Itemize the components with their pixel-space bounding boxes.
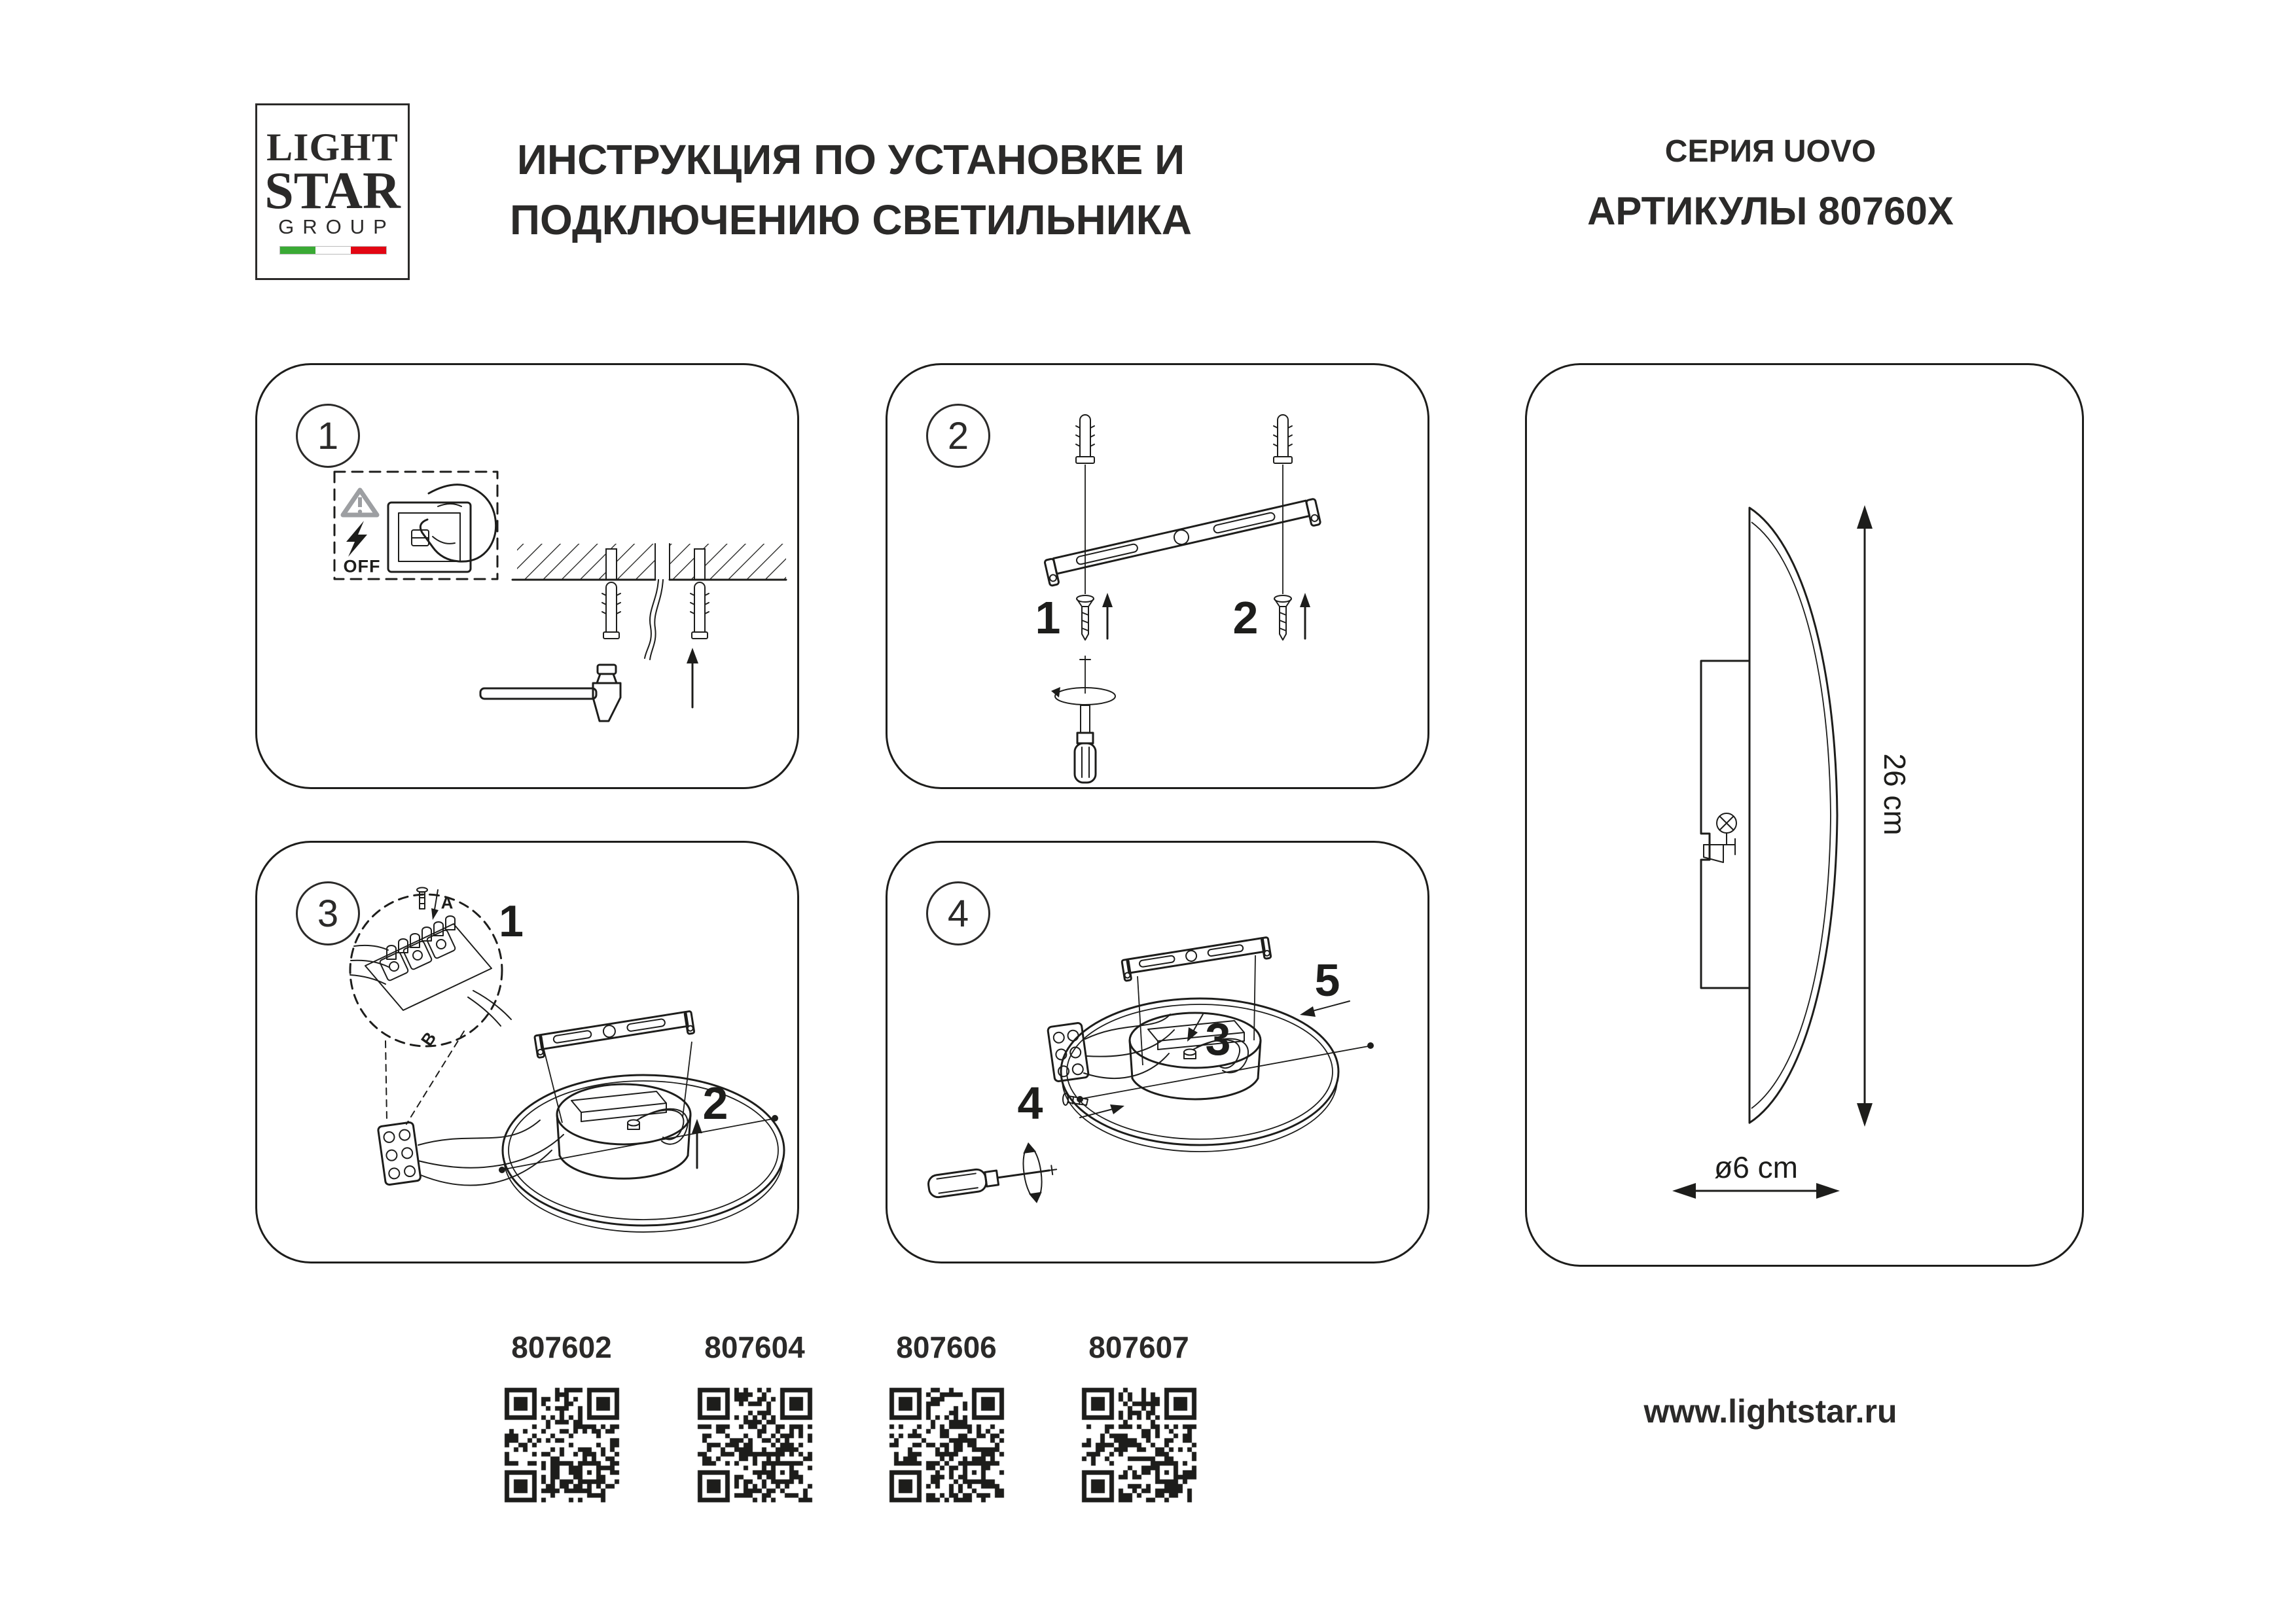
up-arrow-icon <box>1102 593 1113 639</box>
step-number-badge <box>296 881 360 945</box>
step-number-badge <box>926 881 990 945</box>
logo-light-text: LIGHT <box>266 126 399 169</box>
wire-a-label: A <box>440 892 454 913</box>
attach-shade-label: 5 <box>1314 955 1340 1006</box>
flag-white <box>315 247 351 254</box>
wall-switch-hand-illustration <box>388 485 496 572</box>
hammer-icon <box>480 665 620 721</box>
dimensions-panel <box>1525 363 2084 1267</box>
diameter-dimension-arrow <box>1672 1183 1840 1199</box>
screw1-label: 1 <box>1035 592 1061 643</box>
articles-series-code: АРТИКУЛЫ 80760X <box>1587 189 1954 233</box>
title-line-2: ПОДКЛЮЧЕНИЮ СВЕТИЛЬНИКА <box>510 196 1192 243</box>
screwdriver-icon <box>925 1139 1061 1218</box>
page-title <box>458 130 1244 250</box>
qr-code <box>501 1385 622 1506</box>
step-number-badge <box>296 404 360 468</box>
article-item <box>868 1330 1025 1509</box>
step4-number: 4 <box>947 892 969 935</box>
canopy-illustration <box>499 1075 784 1232</box>
height-dimension-arrow <box>1857 505 1873 1127</box>
mounting-bracket-illustration <box>1045 499 1321 586</box>
step2-number: 2 <box>947 414 969 457</box>
step1-number: 1 <box>317 414 339 457</box>
up-arrow-icon <box>1300 593 1310 639</box>
article-item <box>1060 1330 1217 1509</box>
article-item <box>676 1330 833 1509</box>
warning-triangle-icon <box>343 490 377 515</box>
flag-green <box>280 247 315 254</box>
cable-gland <box>628 1120 639 1130</box>
terminal-block-detail <box>350 916 511 1026</box>
step2-panel <box>886 363 1429 789</box>
step3-panel <box>255 841 799 1263</box>
wires <box>418 1120 564 1185</box>
mount-base-label: 2 <box>702 1078 728 1129</box>
screw2-label: 2 <box>1232 592 1259 643</box>
step3-number: 3 <box>317 892 339 935</box>
article-code: 807602 <box>511 1330 612 1364</box>
terminal-block-icon <box>378 1122 421 1186</box>
wires <box>1084 1014 1174 1078</box>
ceiling-illustration <box>512 544 786 660</box>
diameter-dimension-label: ø6 cm <box>1714 1150 1798 1184</box>
italian-flag-stripe <box>279 246 387 255</box>
logo-star-text: STAR <box>264 162 401 220</box>
height-dimension-label: 26 cm <box>1878 753 1912 836</box>
step-number-badge <box>926 404 990 468</box>
mount-box <box>1701 661 1749 988</box>
article-code: 807606 <box>896 1330 997 1364</box>
step1-panel <box>255 363 799 789</box>
up-arrow-icon <box>687 648 698 707</box>
logo-group-text: GROUP <box>278 215 395 238</box>
screwdriver-icon <box>1051 656 1115 783</box>
hanging-wire <box>645 580 663 660</box>
tuck-wires-label: 3 <box>1205 1014 1231 1065</box>
cable-gland <box>1184 1050 1196 1059</box>
series-header <box>1509 134 2032 231</box>
wall-plug-icon <box>602 582 620 639</box>
wall-plug-icon <box>691 582 709 639</box>
series-name: СЕРИЯ UOVO <box>1664 134 1876 169</box>
article-item <box>483 1330 640 1509</box>
step4-panel <box>886 841 1429 1263</box>
qr-code <box>886 1385 1007 1506</box>
lightstar-logo <box>255 103 410 280</box>
up-arrow-icon <box>692 1119 702 1168</box>
title-line-1: ИНСТРУКЦИЯ ПО УСТАНОВКЕ И <box>516 136 1185 183</box>
flag-red <box>351 247 386 254</box>
connect-wires-label: 1 <box>499 896 524 946</box>
mounting-bracket-illustration <box>1122 937 1271 981</box>
article-code: 807607 <box>1088 1330 1189 1364</box>
screw-icon <box>1274 595 1291 640</box>
terminal-screw-icon <box>417 888 439 921</box>
qr-code <box>1079 1385 1200 1506</box>
lightning-icon <box>346 521 367 557</box>
wire-b-label: B <box>416 1028 440 1050</box>
off-label: OFF <box>343 556 381 576</box>
screw-icon <box>1077 595 1094 640</box>
wiring-callout <box>350 888 511 1125</box>
wall-plug-icon <box>1076 415 1094 463</box>
terminal-block-icon <box>1047 1023 1088 1082</box>
mounting-bracket-illustration <box>535 1011 694 1057</box>
website-link: www.lightstar.ru <box>1643 1393 1897 1430</box>
wall-plug-icon <box>1274 415 1292 463</box>
article-code: 807604 <box>704 1330 805 1364</box>
lamp-side-view <box>1527 365 2082 1265</box>
lamp-profile <box>1749 508 1837 1123</box>
qr-code <box>694 1385 816 1506</box>
tighten-screw-label: 4 <box>1017 1078 1043 1129</box>
